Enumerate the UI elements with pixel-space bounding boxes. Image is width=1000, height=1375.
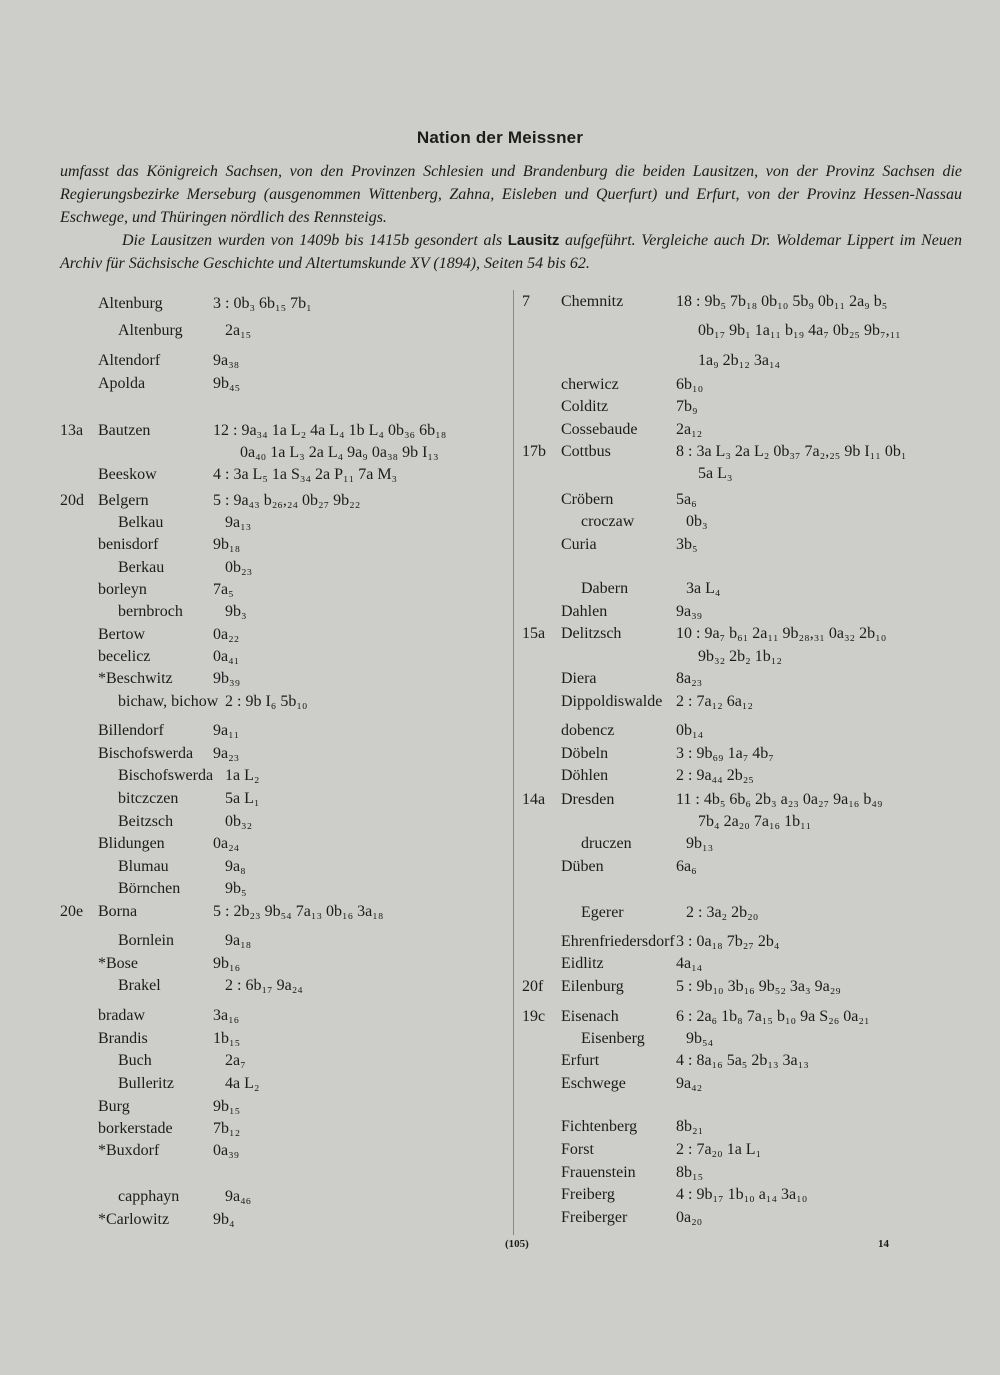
index-entry — [522, 463, 972, 485]
matriculation-values: 8a₂₃ — [676, 670, 703, 687]
place-name: Döhlen — [561, 767, 609, 784]
matriculation-values: 9b₄₅ — [213, 375, 241, 392]
index-entry — [522, 1162, 972, 1184]
entry-code: 13a — [60, 422, 84, 439]
index-entry — [522, 976, 972, 998]
matriculation-values: 0a₃₉ — [213, 1142, 240, 1159]
matriculation-values: 2 : 3a₂ 2b₂₀ — [686, 904, 759, 921]
index-entry — [522, 1050, 972, 1072]
intro-lausitz: Lausitz — [507, 232, 560, 249]
entry-code: 20e — [60, 903, 84, 920]
place-name: Dresden — [561, 791, 615, 808]
index-entry — [60, 668, 510, 690]
index-entry — [60, 833, 510, 855]
matriculation-values: 4a₁₄ — [676, 955, 703, 972]
index-entry — [60, 1028, 510, 1050]
index-entry — [522, 691, 972, 713]
index-entry — [60, 373, 510, 395]
matriculation-values: 9b₄ — [213, 1211, 235, 1228]
matriculation-values: 5a L₃ — [698, 465, 733, 482]
entry-code: 19c — [522, 1008, 546, 1025]
matriculation-values: 0a₄₀ 1a L₃ 2a L₄ 9a₉ 0a₃₈ 9b I₁₃ — [240, 444, 439, 461]
index-entry — [60, 420, 510, 442]
place-name: Forst — [561, 1141, 594, 1158]
index-entry — [60, 490, 510, 512]
matriculation-values: 2a₁₂ — [676, 421, 703, 438]
matriculation-values: 9b₁₅ — [213, 1098, 241, 1115]
index-entry — [60, 1209, 510, 1231]
index-entry — [522, 601, 972, 623]
index-entry — [60, 1073, 510, 1095]
index-entry — [60, 1118, 510, 1140]
index-entry — [60, 901, 510, 923]
place-name: Cröbern — [561, 491, 614, 508]
matriculation-values: 1a₉ 2b₁₂ 3a₁₄ — [698, 352, 781, 369]
index-entry — [522, 291, 972, 313]
index-entry — [522, 396, 972, 418]
place-name: Belkau — [118, 514, 164, 531]
place-name: Blidungen — [98, 835, 165, 852]
place-name: Dabern — [581, 580, 629, 597]
place-name: Burg — [98, 1098, 130, 1115]
place-name: bradaw — [98, 1007, 146, 1024]
matriculation-values: 9b₃₂ 2b₂ 1b₁₂ — [698, 648, 782, 665]
matriculation-values: 9a₁₁ — [213, 722, 240, 739]
matriculation-values: 9a₁₈ — [225, 932, 252, 949]
matriculation-values: 9a₄₂ — [676, 1075, 703, 1092]
place-name: Curia — [561, 536, 597, 553]
matriculation-values: 9a₂₃ — [213, 745, 240, 762]
index-entry — [522, 902, 972, 924]
index-entry — [60, 1005, 510, 1027]
matriculation-values: 5a L₁ — [225, 790, 260, 807]
place-name: benisdorf — [98, 536, 159, 553]
index-entry — [522, 489, 972, 511]
matriculation-values: 12 : 9a₃₄ 1a L₂ 4a L₄ 1b L₄ 0b₃₆ 6b₁₈ — [213, 422, 447, 439]
place-name: Cottbus — [561, 443, 611, 460]
entry-code: 14a — [522, 791, 546, 808]
matriculation-values: 9a₁₃ — [225, 514, 252, 531]
place-name: Eisenberg — [581, 1030, 645, 1047]
index-entry — [522, 720, 972, 742]
matriculation-values: 3 : 0a₁₈ 7b₂₇ 2b₄ — [676, 933, 780, 950]
matriculation-values: 6a₆ — [676, 858, 697, 875]
matriculation-values: 9a₈ — [225, 858, 246, 875]
place-name: Cossebaude — [561, 421, 638, 438]
place-name: *Beschwitz — [98, 670, 173, 687]
intro-text-a: Die Lausitzen wurden von 1409b bis 1415b gesondert als — [122, 232, 508, 249]
place-name: Borna — [98, 903, 138, 920]
index-entry — [522, 1006, 972, 1028]
index-entry — [522, 765, 972, 787]
index-entry — [522, 743, 972, 765]
place-name: dobencz — [561, 722, 615, 739]
matriculation-values: 4a L₂ — [225, 1075, 260, 1092]
matriculation-values: 4 : 9b₁₇ 1b₁₀ a₁₄ 3a₁₀ — [676, 1186, 808, 1203]
sheet-number: 14 — [878, 1238, 889, 1250]
index-entry — [60, 464, 510, 486]
matriculation-values: 2a₇ — [225, 1052, 246, 1069]
index-entry — [522, 1073, 972, 1095]
index-entry — [60, 975, 510, 997]
place-name: Bautzen — [98, 422, 151, 439]
index-entry — [522, 931, 972, 953]
place-name: Dippoldiswalde — [561, 693, 663, 710]
matriculation-values: 8 : 3a L₃ 2a L₂ 0b₃₇ 7a₂,₂₅ 9b I₁₁ 0b₁ — [676, 443, 907, 460]
place-name: Altendorf — [98, 352, 161, 369]
matriculation-values: 7b₁₂ — [213, 1120, 241, 1137]
index-entry — [522, 1207, 972, 1229]
index-entry — [522, 856, 972, 878]
index-entry — [60, 579, 510, 601]
index-entry — [60, 557, 510, 579]
page-title: Nation der Meissner — [416, 128, 584, 147]
index-entry — [60, 930, 510, 952]
place-name: Bischofswerda — [98, 745, 194, 762]
place-name: Egerer — [581, 904, 624, 921]
matriculation-values: 0a₄₁ — [213, 648, 240, 665]
matriculation-values: 0b₃ — [686, 513, 708, 530]
matriculation-values: 4 : 8a₁₆ 5a₅ 2b₁₃ 3a₁₃ — [676, 1052, 809, 1069]
matriculation-values: 0a₂₄ — [213, 835, 240, 852]
index-entry — [60, 320, 510, 342]
index-entry — [60, 1096, 510, 1118]
matriculation-values: 2 : 7a₂₀ 1a L₁ — [676, 1141, 762, 1158]
index-entry — [522, 441, 972, 463]
index-entry — [60, 788, 510, 810]
matriculation-values: 0b₁₄ — [676, 722, 704, 739]
place-name: Brakel — [118, 977, 161, 994]
intro-paragraph-2 — [60, 229, 962, 275]
index-entry — [60, 743, 510, 765]
matriculation-values: 9b₁₆ — [213, 955, 241, 972]
index-entry — [522, 623, 972, 645]
matriculation-values: 6b₁₀ — [676, 376, 704, 393]
index-entry — [60, 720, 510, 742]
place-name: capphayn — [118, 1188, 180, 1205]
matriculation-values: 2 : 9b I₆ 5b₁₀ — [225, 693, 308, 710]
matriculation-values: 9b₁₈ — [213, 536, 241, 553]
index-entry — [60, 878, 510, 900]
matriculation-values: 3b₅ — [676, 536, 698, 553]
place-name: cherwicz — [561, 376, 619, 393]
index-entry — [60, 765, 510, 787]
index-entry — [60, 1186, 510, 1208]
matriculation-values: 0a₂₀ — [676, 1209, 703, 1226]
place-name: Altenburg — [98, 295, 163, 312]
place-name: Bertow — [98, 626, 146, 643]
place-name: Beeskow — [98, 466, 157, 483]
matriculation-values: 2a₁₅ — [225, 322, 252, 339]
index-entry — [60, 856, 510, 878]
place-name: becelicz — [98, 648, 151, 665]
place-name: Dahlen — [561, 603, 608, 620]
matriculation-values: 11 : 4b₅ 6b₆ 2b₃ a₂₃ 0a₂₇ 9a₁₆ b₄₉ — [676, 791, 883, 808]
matriculation-values: 9a₄₆ — [225, 1188, 252, 1205]
place-name: Buch — [118, 1052, 152, 1069]
entry-code: 15a — [522, 625, 546, 642]
matriculation-values: 9b₅₄ — [686, 1030, 714, 1047]
index-entry — [60, 534, 510, 556]
place-name: croczaw — [581, 513, 635, 530]
place-name: Eidlitz — [561, 955, 604, 972]
column-divider — [513, 290, 514, 1235]
entry-code: 20d — [60, 492, 84, 509]
place-name: Freiberg — [561, 1186, 615, 1203]
matriculation-values: 5 : 9b₁₀ 3b₁₆ 9b₅₂ 3a₃ 9a₂₉ — [676, 978, 841, 995]
matriculation-values: 3a L₄ — [686, 580, 721, 597]
place-name: borkerstade — [98, 1120, 173, 1137]
index-entry — [60, 601, 510, 623]
place-name: Brandis — [98, 1030, 148, 1047]
index-entry — [60, 1140, 510, 1162]
matriculation-values: 0b₂₃ — [225, 559, 253, 576]
place-name: Beitzsch — [118, 813, 174, 830]
page-number: (105) — [505, 1238, 529, 1250]
matriculation-values: 8b₁₅ — [676, 1164, 704, 1181]
index-entry — [522, 833, 972, 855]
place-name: Erfurt — [561, 1052, 600, 1069]
matriculation-values: 8b₂₁ — [676, 1118, 704, 1135]
place-name: Döbeln — [561, 745, 609, 762]
matriculation-values: 2 : 6b₁₇ 9a₂₄ — [225, 977, 303, 994]
index-entry — [60, 293, 510, 315]
place-name: Frauenstein — [561, 1164, 636, 1181]
place-name: Diera — [561, 670, 597, 687]
index-entry — [522, 320, 972, 342]
index-entry — [522, 811, 972, 833]
index-entry — [522, 419, 972, 441]
matriculation-values: 7a₅ — [213, 581, 234, 598]
entry-code: 17b — [522, 443, 546, 460]
matriculation-values: 9b₃ — [225, 603, 247, 620]
matriculation-values: 9a₃₈ — [213, 352, 240, 369]
index-entry — [60, 1050, 510, 1072]
place-name: Bischofswerda — [118, 767, 214, 784]
intro-text — [60, 160, 962, 275]
index-entry — [522, 1184, 972, 1206]
matriculation-values: 5 : 2b₂₃ 9b₅₄ 7a₁₃ 0b₁₆ 3a₁₈ — [213, 903, 384, 920]
matriculation-values: 6 : 2a₆ 1b₈ 7a₁₅ b₁₀ 9a S₂₆ 0a₂₁ — [676, 1008, 870, 1025]
matriculation-values: 1a L₂ — [225, 767, 260, 784]
place-name: Bornlein — [118, 932, 174, 949]
place-name: Ehrenfriedersdorf — [561, 933, 675, 950]
place-name: Blumau — [118, 858, 169, 875]
matriculation-values: 9b₅ — [225, 880, 247, 897]
place-name: Altenburg — [118, 322, 183, 339]
place-name: Börnchen — [118, 880, 181, 897]
index-entry — [60, 953, 510, 975]
matriculation-values: 2 : 9a₄₄ 2b₂₅ — [676, 767, 754, 784]
index-entry — [522, 646, 972, 668]
index-entry — [60, 624, 510, 646]
matriculation-values: 10 : 9a₇ b₆₁ 2a₁₁ 9b₂₈,₃₁ 0a₃₂ 2b₁₀ — [676, 625, 887, 642]
place-name: Chemnitz — [561, 293, 624, 310]
entry-code: 7 — [522, 293, 530, 310]
place-name: Belgern — [98, 492, 149, 509]
intro-text-c: aufgeführt. Vergleiche auch Dr. Woldemar Lippert im Neuen Archiv für Sächsische Geschichte und Altertumskunde XV (1894), Seiten 54 bis 62. — [60, 232, 962, 272]
place-name: Bulleritz — [118, 1075, 174, 1092]
place-name: borleyn — [98, 581, 147, 598]
matriculation-values: 7b₉ — [676, 398, 698, 415]
place-name: *Buxdorf — [98, 1142, 160, 1159]
index-entry — [522, 953, 972, 975]
place-name: druczen — [581, 835, 632, 852]
matriculation-values: 9b₃₉ — [213, 670, 241, 687]
index-entry — [522, 789, 972, 811]
index-entry — [60, 691, 510, 713]
matriculation-values: 3 : 0b₃ 6b₁₅ 7b₁ — [213, 295, 312, 312]
matriculation-values: 9a₃₉ — [676, 603, 703, 620]
place-name: bernbroch — [118, 603, 183, 620]
index-entry — [60, 646, 510, 668]
matriculation-values: 3a₁₆ — [213, 1007, 240, 1024]
place-name: Eisenach — [561, 1008, 619, 1025]
matriculation-values: 0b₁₇ 9b₁ 1a₁₁ b₁₉ 4a₇ 0b₂₅ 9b₇,₁₁ — [698, 322, 901, 339]
place-name: Colditz — [561, 398, 609, 415]
matriculation-values: 5 : 9a₄₃ b₂₆,₂₄ 0b₂₇ 9b₂₂ — [213, 492, 361, 509]
matriculation-values: 4 : 3a L₅ 1a S₃₄ 2a P₁₁ 7a M₃ — [213, 466, 398, 483]
matriculation-values: 5a₆ — [676, 491, 697, 508]
index-entry — [522, 578, 972, 600]
matriculation-values: 0a₂₂ — [213, 626, 240, 643]
index-entry — [522, 1028, 972, 1050]
place-name: bitczczen — [118, 790, 179, 807]
index-entry — [522, 374, 972, 396]
matriculation-values: 0b₃₂ — [225, 813, 253, 830]
index-entry — [60, 512, 510, 534]
place-name: *Bose — [98, 955, 138, 972]
index-entry — [522, 534, 972, 556]
matriculation-values: 18 : 9b₅ 7b₁₈ 0b₁₀ 5b₉ 0b₁₁ 2a₉ b₅ — [676, 293, 888, 310]
matriculation-values: 9b₁₃ — [686, 835, 714, 852]
intro-paragraph-1: umfasst das Königreich Sachsen, von den Provinzen Schlesien und Brandenburg die beiden Lausitzen, von der Provinz Sachsen die Regierungsbezirke Merseburg (ausgenommen Wittenberg, Zahna, Eisleben und Querfurt) und Erfurt, von der Provinz Hessen-Nassau Eschwege, und Thüringen nördlich des Rennsteigs. — [60, 163, 962, 226]
matriculation-values: 3 : 9b₆₉ 1a₇ 4b₇ — [676, 745, 774, 762]
index-entry — [60, 442, 510, 464]
place-name: Apolda — [98, 375, 146, 392]
matriculation-values: 2 : 7a₁₂ 6a₁₂ — [676, 693, 753, 710]
place-name: Fichtenberg — [561, 1118, 638, 1135]
place-name: bichaw, bichow — [118, 693, 219, 710]
place-name: Berkau — [118, 559, 165, 576]
matriculation-values: 1b₁₅ — [213, 1030, 241, 1047]
place-name: Delitzsch — [561, 625, 622, 642]
index-entry — [522, 1116, 972, 1138]
index-entry — [522, 668, 972, 690]
entry-code: 20f — [522, 978, 544, 995]
index-entry — [522, 511, 972, 533]
index-entry — [522, 350, 972, 372]
place-name: Billendorf — [98, 722, 164, 739]
index-entry — [60, 811, 510, 833]
index-entry — [522, 1139, 972, 1161]
matriculation-values: 7b₄ 2a₂₀ 7a₁₆ 1b₁₁ — [698, 813, 812, 830]
place-name: Freiberger — [561, 1209, 628, 1226]
place-name: Eilenburg — [561, 978, 624, 995]
place-name: *Carlowitz — [98, 1211, 170, 1228]
place-name: Düben — [561, 858, 604, 875]
place-name: Eschwege — [561, 1075, 626, 1092]
index-entry — [60, 350, 510, 372]
